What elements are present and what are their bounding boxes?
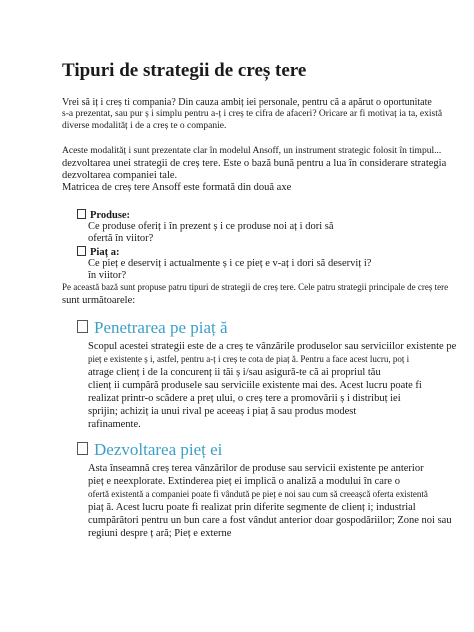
section-line: atrage clienț i de la concurenț ii tăi ș i/sau asigură-te că ai propriul tău — [88, 367, 381, 378]
section-line: cumpărători pentru un bun care a fost vândut anterior doar gospodăriilor; Zone noi sau — [88, 515, 452, 526]
section-line: sprijin; achiziț ia unui rival pe aceeaș i piaț ă sau produs modest — [88, 406, 357, 417]
section-heading-text: Dezvoltarea pieț ei — [94, 440, 223, 459]
section-line: realizat printr-o scădere a preț ului, o creș tere a promovării ș i distribuț iei — [88, 393, 401, 404]
checkbox-bullet-icon — [77, 209, 86, 219]
strategies-intro-line: sunt următoarele: — [62, 295, 136, 306]
axis-item-piata — [77, 246, 119, 259]
section-line: rafinamente. — [88, 419, 141, 430]
axis-text: ofertă în viitor? — [88, 233, 154, 244]
axis-text: Ce produse oferiț i în prezent ș i ce produse noi aț i dori să — [88, 221, 334, 232]
ansoff-line: Aceste modalităț i sunt prezentate clar în modelul Ansoff, un instrument strategic folosit în timpul... — [62, 146, 442, 156]
section-line: pieț e neexplorate. Extinderea pieț ei implică o analiză a modului în care o — [88, 476, 400, 487]
section-heading — [77, 318, 228, 338]
intro-line: diverse modalităț i de a creș te o companie. — [62, 121, 227, 131]
section-line: regiuni despre ț ară; Pieț e externe — [88, 528, 232, 539]
axis-item-produse — [77, 209, 130, 222]
intro-line: Vrei să iț i creș ti compania? Din cauza ambiț iei personale, pentru că a apărut o oportunitate — [62, 97, 432, 108]
axis-text: Ce pieț e deserviț i actualmente ș i ce pieț e v-aț i dori să deserviț i? — [88, 258, 372, 269]
ansoff-line: Matricea de creș tere Ansoff este formată din două axe — [62, 182, 292, 193]
ansoff-line: dezvoltarea unei strategii de creș tere. Este o bază bună pentru a lua în considerare strategia — [62, 158, 447, 169]
section-line: pieț e existente ș i, astfel, pentru a-ț i creș te cota de piaț ă. Pentru a face acest lucru, poț i — [88, 354, 410, 364]
ansoff-line: dezvoltarea companiei tale. — [62, 170, 178, 181]
axis-text: în viitor? — [88, 270, 127, 281]
section-line: ofertă existentă a companiei poate fi vândută pe pieț e noi sau cum să creeașcă oferta existentă — [88, 489, 428, 499]
axis-label: Piaț a: — [90, 247, 120, 258]
checkbox-bullet-icon — [77, 320, 88, 333]
section-line: piaț ă. Acest lucru poate fi realizat prin diferite segmente de clienț i; industrial — [88, 502, 416, 513]
section-heading — [77, 440, 222, 460]
checkbox-bullet-icon — [77, 246, 86, 256]
section-line: Scopul acestei strategii este de a creș te vânzările produselor sau serviciilor existente pe — [88, 341, 457, 352]
section-heading-text: Penetrarea pe piaț ă — [94, 318, 228, 337]
section-line: clienț ii cumpără produsele sau serviciile existente mai des. Acest lucru poate fi — [88, 380, 422, 391]
page-title: Tipuri de strategii de creș tere — [62, 60, 307, 81]
intro-line: s-a prezentat, sau pur ș i simplu pentru a-ț i creș te cifra de afaceri? Oricare ar fi motivaț ia ta, există — [62, 109, 443, 119]
checkbox-bullet-icon — [77, 442, 88, 455]
axis-label: Produse: — [90, 210, 131, 221]
strategies-intro-line: Pe această bază sunt propuse patru tipuri de strategii de creș tere. Cele patru strategii principale de creș tere — [62, 282, 449, 292]
section-line: Asta înseamnă creș terea vânzărilor de produse sau servicii existente pe anterior — [88, 463, 424, 474]
